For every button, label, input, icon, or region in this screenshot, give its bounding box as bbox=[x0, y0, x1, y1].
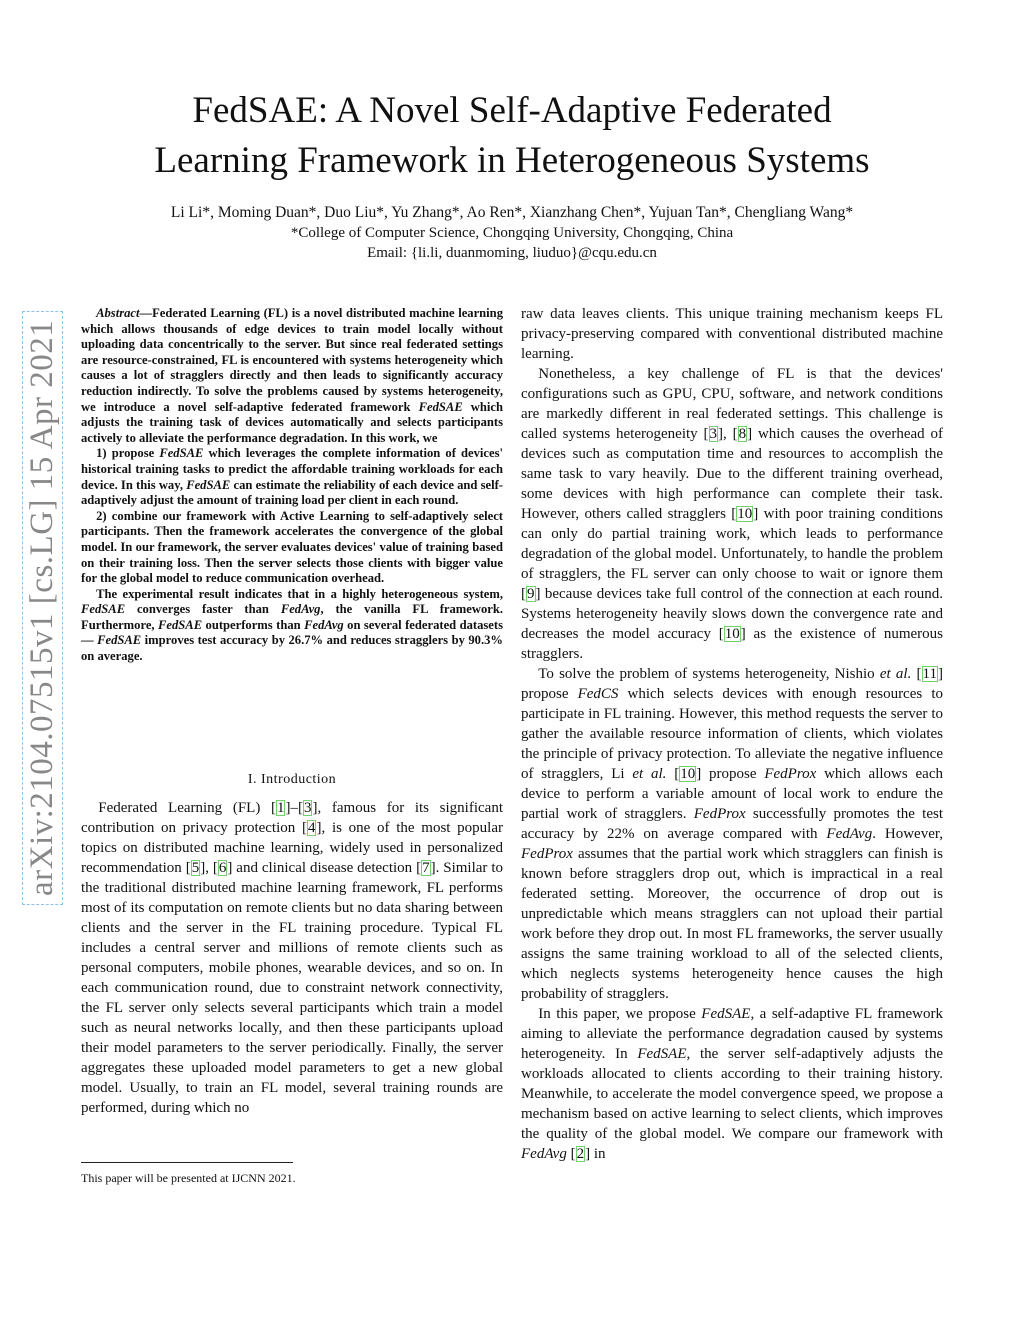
affiliation: *College of Computer Science, Chongqing University, Chongqing, China bbox=[290, 225, 734, 241]
citation-link[interactable]: 6 bbox=[218, 860, 227, 876]
citation-link[interactable]: 3 bbox=[303, 800, 312, 816]
citation-link[interactable]: 10 bbox=[680, 766, 696, 782]
title-line-2: Learning Framework in Heterogeneous Systems bbox=[154, 140, 870, 181]
right-para-2: Nonetheless, a key challenge of FL is that the devices' configurations such as GPU, CPU, software, and network conditions are markedly different in real federated settings. This challenge is called systems heterogeneity [3], [8] which causes the overhead of devices such as computation time and resources to accomplish the same task to vary heavily. Due to the different training overhead, some devices with high performance can complete their task. However, others called stragglers [10] with poor training conditions can only do partial training work, which leads to performance degradation of the global model. Unfortunately, to handle the problem of stragglers, the FL server can only choose to wait or ignore them [9] because devices take full control of the connection at each round. Systems heterogeneity heavily slows down the convergence rate and decreases the model accuracy [10] as the existence of numerous stragglers. bbox=[521, 366, 944, 662]
citation-link[interactable]: 8 bbox=[738, 426, 747, 442]
right-para-4: In this paper, we propose FedSAE, a self-adaptive FL framework aiming to alleviate the performance degradation caused by systems heterogeneity. In FedSAE, the server self-adaptively adjusts the workloads allocated to clients according to their training history. Meanwhile, to accelerate the model convergence speed, we propose a mechanism based on active learning to select clients, which improves the quality of the global model. We compare our framework with FedAvg [2] in bbox=[521, 1006, 943, 1162]
title-line-1: FedSAE: A Novel Self-Adaptive Federated bbox=[192, 90, 832, 131]
arxiv-stamp[interactable]: arXiv:2104.07515v1 [cs.LG] 15 Apr 2021 bbox=[22, 311, 63, 905]
right-column bbox=[521, 304, 943, 1164]
abstract bbox=[81, 306, 503, 665]
right-para-3: To solve the problem of systems heterogeneity, Nishio et al. [11] propose FedCS which selects devices with enough resources to participate in FL training. However, this method requests the server to gather the available resource information of clients, which violates the principle of privacy protection. To alleviate the negative influence of stragglers, Li et al. [10] propose FedProx which allows each device to perform a variable amount of local work to endure the partial work of stragglers. FedProx successfully promotes the test accuracy by 22% on average compared with FedAvg. However, FedProx assumes that the partial work which stragglers can finish is known before stragglers drop out, which is impractical in a real federated setting. Moreover, the occurrence of drop out is unpredictable which means stragglers can not upload their partial work before they drop out. In most FL frameworks, the server usually assigns the same training workload to all of the selected clients, which neglects systems heterogeneity hence causes the high probability of stragglers. bbox=[521, 666, 944, 1002]
citation-link[interactable]: 7 bbox=[422, 860, 430, 876]
citation-link[interactable]: 4 bbox=[307, 820, 316, 836]
citation-link[interactable]: 10 bbox=[737, 506, 753, 522]
footnote: This paper will be presented at IJCNN 2021. bbox=[81, 1171, 296, 1185]
abstract-para-4: The experimental result indicates that in a highly heterogeneous system, FedSAE converges faster than FedAvg, the vanilla FL framework. Furthermore, FedSAE outperforms than FedAvg on several federated datasets — FedSAE improves test accuracy by 26.7% and reduces stragglers by 90.3% on average. bbox=[81, 586, 503, 664]
citation-link[interactable]: 5 bbox=[191, 860, 200, 876]
intro-text bbox=[81, 798, 503, 1118]
citation-link[interactable]: 3 bbox=[709, 426, 718, 442]
citation-link[interactable]: 1 bbox=[276, 800, 285, 816]
right-para-1: raw data leaves clients. This unique training mechanism keeps FL privacy-preserving compared with conventional distributed machine learning. bbox=[521, 306, 943, 362]
citation-link[interactable]: 11 bbox=[922, 666, 937, 682]
author-list: Li Li*, Moming Duan*, Duo Liu*, Yu Zhang*, Ao Ren*, Xianzhang Chen*, Yujuan Tan*, Chengliang Wang* bbox=[170, 204, 854, 221]
citation-link[interactable]: 2 bbox=[576, 1146, 585, 1162]
abstract-para-2: 1) propose FedSAE which leverages the complete information of devices' historical training tasks to predict the affordable training workloads for each device. In this way, FedSAE can estimate the reliability of each device and self-adaptively adjust the amount of training load per client in each round. bbox=[81, 446, 503, 508]
intro-para-1: Federated Learning (FL) [1]–[3], famous for its significant contribution on privacy protection [4], is one of the most popular topics on distributed machine learning, widely used in personalized recommendation [5], [6] and clinical disease detection [7]. Similar to the traditional distributed machine learning framework, FL performs most of its computation on remote clients but no data sharing between clients and the server in the FL training procedure. Typical FL includes a central server and millions of remote clients such as personal computers, mobile phones, wearable devices, and so on. In each communication round, due to constraint network connectivity, the FL server only selects several participants which train a model such as neural networks locally, and then these participants upload their model parameters to the server periodically. Finally, the server aggregates these uploaded model parameters to get a new global model. Usually, to train an FL model, several training rounds are performed, during which no bbox=[81, 800, 503, 1116]
citation-link[interactable]: 10 bbox=[724, 626, 740, 642]
paper-title bbox=[0, 86, 1024, 186]
abstract-para-1: Abstract—Federated Learning (FL) is a novel distributed machine learning which allows thousands of edge devices to train model locally without uploading data concentrically to the server. But since real federated settings are resource-constrained, FL is encountered with systems heterogeneity which causes a lot of stragglers directly and then leads to significantly accuracy reduction indirectly. To solve the problems caused by systems heterogeneity, we introduce a novel self-adaptive federated framework FedSAE which adjusts the training task of devices automatically and selects participants actively to alleviate the performance degradation. In this work, we bbox=[81, 306, 504, 445]
footnote-rule bbox=[81, 1162, 293, 1163]
abstract-label: Abstract bbox=[96, 306, 140, 320]
citation-link[interactable]: 9 bbox=[527, 586, 535, 602]
email-line: Email: {li.li, duanmoming, liuduo}@cqu.edu.cn bbox=[367, 245, 657, 261]
section-heading-introduction: I. Introduction bbox=[247, 772, 337, 787]
abstract-para-3: 2) combine our framework with Active Learning to self-adaptively select participants. Then the framework accelerates the convergence of the global model. In our framework, the server evaluates devices' value of training based on their training loss. Then the server selects those clients with bigger value for the global model to reduce communication overhead. bbox=[81, 508, 503, 586]
